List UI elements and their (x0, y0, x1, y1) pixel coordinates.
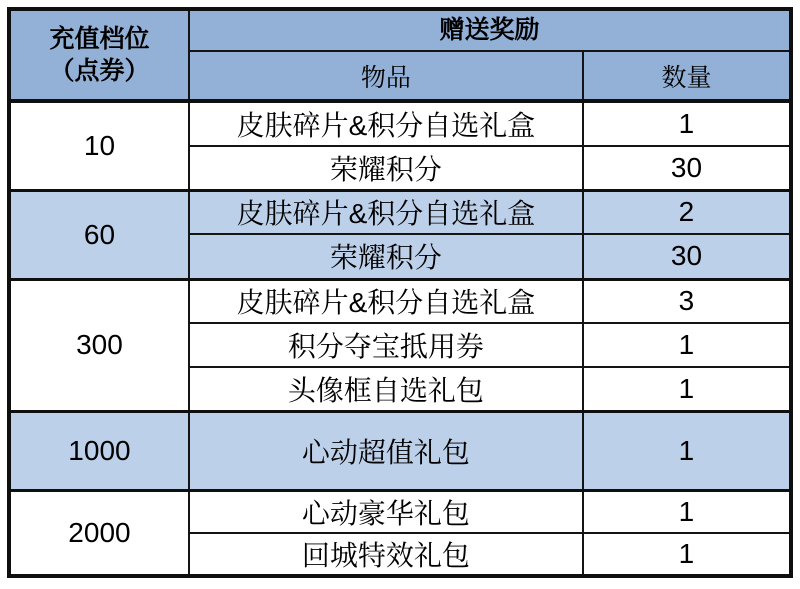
table-row (9, 411, 791, 490)
item-cell: 皮肤碎片&积分自选礼盒 (189, 279, 583, 323)
tier-cell-1000: 1000 (9, 411, 189, 490)
item-cell: 荣耀积分 (189, 146, 583, 190)
tier-cell-10: 10 (9, 101, 189, 190)
item-cell: 积分夺宝抵用券 (189, 323, 583, 367)
table-row (9, 101, 791, 146)
item-cell: 皮肤碎片&积分自选礼盒 (189, 101, 583, 146)
qty-cell: 30 (583, 234, 791, 279)
item-column-header: 物品 (189, 51, 583, 101)
qty-cell: 2 (583, 190, 791, 234)
table-row (9, 490, 791, 533)
item-cell: 头像框自选礼包 (189, 367, 583, 411)
header-row-main (9, 9, 791, 51)
qty-cell: 1 (583, 411, 791, 490)
qty-cell: 1 (583, 101, 791, 146)
item-cell: 皮肤碎片&积分自选礼盒 (189, 190, 583, 234)
tier-header-line1: 充值档位 (49, 24, 150, 53)
tier-cell-2000: 2000 (9, 490, 189, 576)
qty-cell: 30 (583, 146, 791, 190)
rewards-header: 赠送奖励 (189, 9, 791, 51)
tier-header-line2: （点券） (49, 57, 150, 85)
table-row (9, 279, 791, 323)
qty-cell: 1 (583, 367, 791, 411)
tier-column-header (9, 9, 189, 101)
qty-cell: 1 (583, 323, 791, 367)
qty-cell: 1 (583, 490, 791, 533)
item-cell: 心动超值礼包 (189, 411, 583, 490)
qty-column-header: 数量 (583, 51, 791, 101)
item-cell: 回城特效礼包 (189, 533, 583, 576)
tier-cell-60: 60 (9, 190, 189, 279)
table-row (9, 190, 791, 234)
item-cell: 心动豪华礼包 (189, 490, 583, 533)
recharge-rewards-table (7, 7, 793, 578)
qty-cell: 1 (583, 533, 791, 576)
tier-cell-300: 300 (9, 279, 189, 411)
item-cell: 荣耀积分 (189, 234, 583, 279)
qty-cell: 3 (583, 279, 791, 323)
